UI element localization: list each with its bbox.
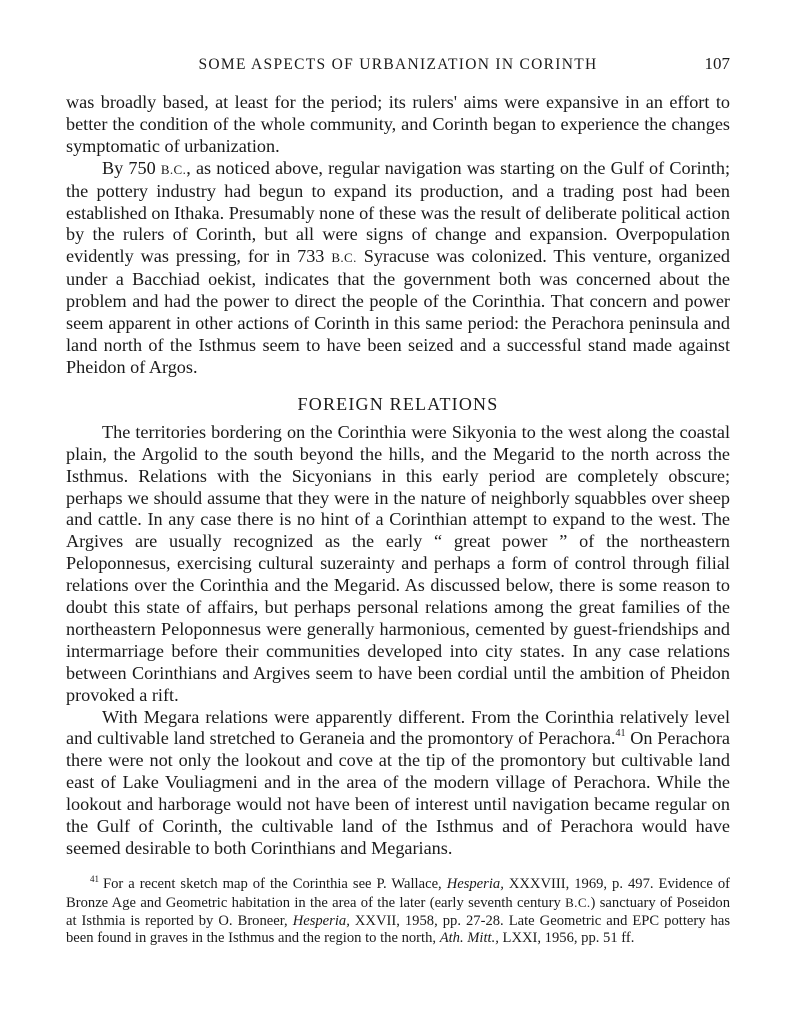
paragraph-1 — [66, 92, 730, 158]
paragraph-4 — [66, 707, 730, 860]
journal-title: Hesperia, — [446, 876, 504, 892]
paragraph-2-text-b: , as noticed above, regular navigation was starting on the Gulf of Corinth; the pottery industry had begun to expand its production, and a trading post had been established on Ithaka. Presumably none of these was the result of deliberate political action by the rulers of Corinth, but all were signs of change and expansion. Overpopulation evidently was pressing, for in 733 — [66, 157, 730, 267]
footnote-mark: 41 — [90, 874, 99, 884]
era-abbrev: B.C. — [160, 161, 187, 177]
era-abbrev: B.C. — [331, 250, 357, 266]
footnote-text-d: XXVII, 1958, pp. 27-28. Late Geometric and EPC pottery has been found in graves in the Isthmus and the region to the north, — [66, 912, 730, 947]
paragraph-2-text-a: By 750 — [102, 157, 161, 178]
footnote-text-b: XXXVIII, 1969, p. 497. Evidence of Bronze Age and Geometric habitation in the area of the later (early seventh century — [66, 876, 730, 911]
running-head-title: SOME ASPECTS OF URBANIZATION IN CORINTH — [198, 56, 598, 73]
paragraph-4-text-a: With Megara relations were apparently different. From the Corinthia relatively level and cultivable land stretched to Geraneia and the promontory of Perachora. — [66, 706, 730, 749]
running-head — [66, 54, 730, 78]
footnote-reference[interactable]: 41 — [615, 728, 626, 740]
paragraph-2 — [66, 158, 730, 379]
section-heading: FOREIGN RELATIONS — [297, 393, 499, 414]
journal-title: Hesperia, — [292, 912, 350, 929]
footnotes — [66, 876, 730, 948]
era-abbrev: B.C. — [565, 894, 591, 910]
footnote-text-a: For a recent sketch map of the Corinthia see P. Wallace, — [103, 876, 447, 892]
footnote-text-e: LXXI, 1956, pp. 51 ff. — [498, 930, 635, 947]
paragraph-4-text-b: On Perachora there were not only the lookout and cove at the tip of the promontory but cultivable land east of Lake Vouliagmeni and in the area of the modern village of Perachora. While the lookout and harborage would not have been of interest until navigation became regular on the Gulf of Corinth, the cultivable land of the Isthmus and of Perachora would have seemed desirable to both Corinthians and Megarians. — [66, 728, 731, 858]
body-text — [66, 92, 730, 860]
paragraph-1-text: was broadly based, at least for the period; its rulers' aims were expansive in an effort to better the condition of the whole community, and Corinth began to experience the changes symptomatic of urbanization. — [66, 92, 730, 156]
footnote-41 — [66, 876, 730, 948]
paragraph-3-text: The territories bordering on the Corinthia were Sikyonia to the west along the coastal plain, the Argolid to the south beyond the hills, and the Megarid to the north across the Isthmus. Relations with the Sicyonians in this early period are completely obscure; perhaps we should assume that they were in the nature of neighborly squabbles over sheep and cattle. In any case there is no hint of a Corinthian attempt to expand to the west. The Argives are usually recognized as the early “ great power ” of the northeastern Peloponnesus, exercising cultural suzerainty and perhaps a form of control through filial relations over the Corinthia and the Megarid. As discussed below, there is some reason to doubt this state of affairs, but perhaps personal relations among the great families of the northeastern Peloponnesus were generally harmonious, cemented by guest-friendships and intermarriage before their communities developed into city states. In any case relations between Corinthians and Argives seem to have been cordial until the ambition of Pheidon provoked a rift. — [66, 421, 730, 705]
paragraph-3 — [66, 422, 730, 707]
footnote-text-c: ) sanctuary of Poseidon at Isthmia is reported by O. Broneer, — [66, 894, 730, 929]
paragraph-2-text-c: Syracuse was colonized. This venture, organized under a Bacchiad oekist, indicates that the government both was concerned about the problem and had the power to direct the people of the Corinthia. That concern and power seem apparent in other actions of Corinth in this same period: the Perachora peninsula and land north of the Isthmus seem to have been seized and a successful stand made against Pheidon of Argos. — [66, 246, 730, 377]
journal-title: Ath. Mitt., — [439, 930, 499, 947]
page-number: 107 — [704, 54, 730, 73]
